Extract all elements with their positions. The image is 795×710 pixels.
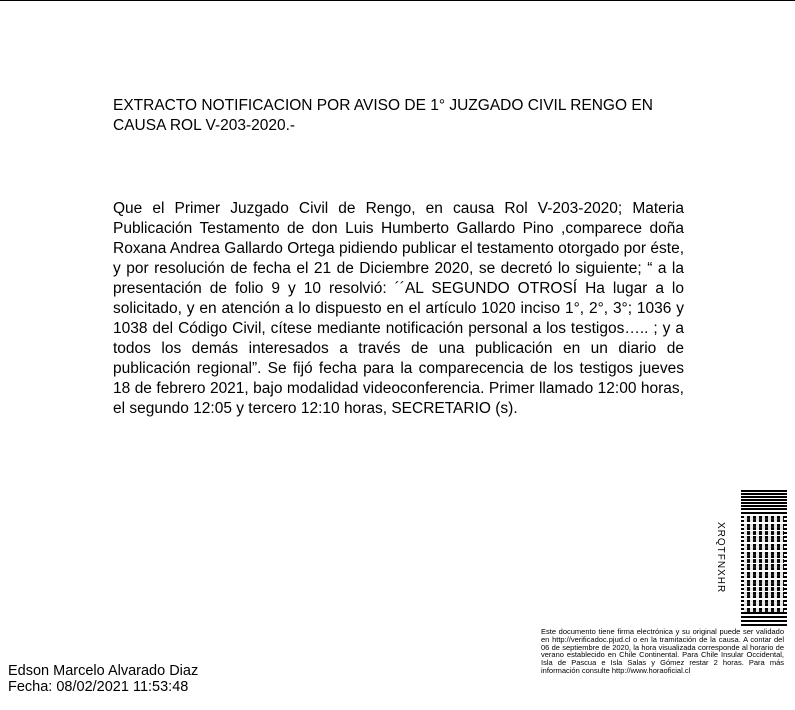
top-rule <box>0 0 795 1</box>
qr-code-icon <box>741 490 787 626</box>
signer-name: Edson Marcelo Alvarado Diaz <box>8 663 199 679</box>
signature-date: Fecha: 08/02/2021 11:53:48 <box>8 679 189 695</box>
verification-code: XRQTFNXHR <box>715 522 726 594</box>
document-title: EXTRACTO NOTIFICACION POR AVISO DE 1° JUZGADO CIVIL RENGO EN CAUSA ROL V-203-2020.- <box>113 97 653 134</box>
verification-qr-code <box>741 490 787 630</box>
document-body: Que el Primer Juzgado Civil de Rengo, en causa Rol V-203-2020; Materia Publicación Testamento de don Luis Humberto Gallardo Pino ,comparece doña Roxana Andrea Gallardo Ortega pidiendo publicar el testamento otorgado por éste, y por resolución de fecha el 21 de Diciembre 2020, se decretó lo siguiente; “ a la presentación de folio 9 y 10 resolvió: ´´AL SEGUNDO OTROSÍ Ha lugar a lo solicitado, y en atención a lo dispuesto en el artículo 1020 inciso 1°, 2°, 3°; 1036 y 1038 del Código Civil, cítese mediante notificación personal a los testigos….. ; y a todos los demás interesados a través de una publicación en un diario de publicación regional”. Se fijó fecha para la comparecencia de los testigos jueves 18 de febrero 2021, bajo modalidad videoconferencia. Primer llamado 12:00 horas, el segundo 12:05 y tercero 12:10 horas, SECRETARIO (s). <box>113 200 684 417</box>
signature-block <box>8 663 198 695</box>
electronic-signature-notice: Este documento tiene firma electrónica y su original puede ser validado en http://verificadoc.pjud.cl o en la tramitación de la causa. A contar del 06 de septiembre de 2020, la hora visualizada corresponde al horario de verano establecido en Chile Continental. Para Chile Insular Occidental, Isla de Pascua e Isla Salas y Gómez restar 2 horas. Para más información consulte http://www.horaoficial.cl <box>541 627 784 675</box>
